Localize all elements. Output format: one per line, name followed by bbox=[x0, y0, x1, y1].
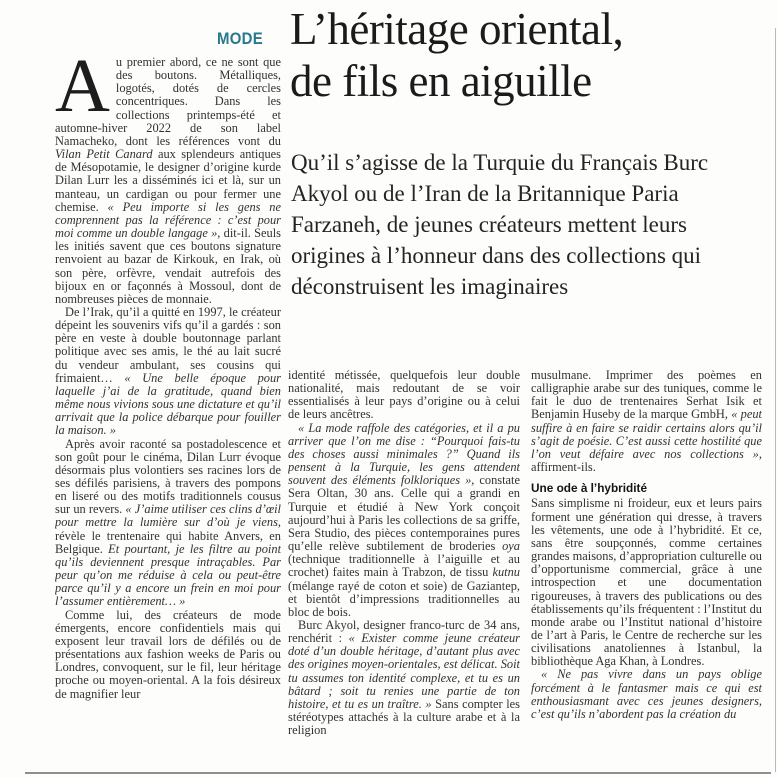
text-run: De l’Irak, qu’il a quitté en 1997, le créateur dépeint les souvenirs vifs qu’il a gardés : son père en veste à double boutonnage parlant politique avec ses amis, le thé au lait sucré du vendeur ambulant, ses cousins qui frimaient… bbox=[55, 304, 281, 385]
text-run: Sans compter les stéréotypes attachés à la culture arabe et à la religion bbox=[288, 696, 520, 738]
text-run: , dit-il. Seuls les initiés savent que ces boutons signature renvoient au bazar de Kirkouk, en Irak, où son père, orfèvre, vendait autrefois des bijoux en or façonnés à Mossoul, dont de nombreuses pièces de monnaie. bbox=[55, 226, 281, 306]
headline bbox=[290, 3, 770, 107]
paragraph bbox=[531, 369, 762, 474]
paragraph bbox=[531, 668, 762, 721]
paragraph bbox=[55, 438, 281, 609]
section-kicker: MODE bbox=[217, 29, 263, 48]
paragraph bbox=[55, 306, 281, 438]
paragraph bbox=[288, 619, 520, 737]
text-run: aux splendeurs antiques de Mésopotamie, le designer d’origine kurde Dilan Lurr les a disséminés ici et là, sur un manteau, un cardigan ou pour fermer une chemise. bbox=[55, 147, 281, 214]
bottom-rule bbox=[25, 772, 771, 774]
paragraph bbox=[531, 497, 762, 668]
text-run: , affirment-ils. bbox=[531, 446, 762, 475]
quote-run: « Exister comme jeune créateur doté d’un double héritage, d’autant plus avec des origines moyen-orientales, est délicat. Soit tu assumes ton identité complexe, et tu es un bâtard ; soit tu renies une partie de ton histoire, et tu es un traître. » bbox=[288, 631, 520, 711]
text-run: Après avoir raconté sa postadolescence et son goût pour le cinéma, Dilan Lurr évoque désormais plus volontiers ses racines lors de ses défilés parisiens, à travers des pompons en liseré ou des motifs traditionnels cousus sur un revers. bbox=[55, 436, 281, 517]
quote-run: Et pourtant, je les filtre au point qu’ils deviennent presque intraçables. Par peur qu’on me réduise à cela ou peut-être parce qu’il y a encore un frein en moi pour l’assumer entièrement… » bbox=[55, 541, 281, 609]
paragraph bbox=[55, 56, 281, 306]
quote-run: Vilan Petit Canard bbox=[55, 147, 153, 162]
subheading: Une ode à l’hybridité bbox=[531, 481, 648, 496]
paragraph bbox=[288, 422, 520, 619]
quote-run: « J’aime utiliser ces clins d’œil pour mettre la lumière sur d’où je viens, bbox=[55, 502, 281, 530]
text-run: Sans simplisme ni froideur, eux et leurs pairs forment une génération qui dresse, à travers les vêtements, une ode à l’hybridité. Et ce, sans être soupçonnés, comme certaines grandes maisons, d’appropriation culturelle ou d’opportunisme commercial, grâce à une introspection et une documentation rigoureuses, à travers des publications ou des établissements qu’ils fréquentent : l’Institut du monde arabe ou l’Institut national d’histoire de l’art à Paris, le Centre de recherche sur les civilisations anatoliennes à Istanbul, la bibliothèque Aga Khan, à Londres. bbox=[531, 496, 762, 669]
quote-run: « Peu importe si les gens ne comprennent pas la référence : c’est pour moi comme un double langage » bbox=[55, 199, 281, 241]
quote-run: « peut suffire à en faire se raidir certains alors qu’il s’agit de poésie. C’est aussi cette hostilité que l’on veut défaire avec nos collections » bbox=[531, 407, 762, 461]
text-run: Comme lui, des créateurs de mode émergents, encore confidentiels mais qui exposent leur travail lors de défilés ou de présentations aux fashion weeks de Paris ou Londres, convoquent, sur le fil, leur héritage proche ou moyen-oriental. A la fois désireux de magnifier leur bbox=[55, 607, 281, 701]
text-run: , constate Sera Oltan, 30 ans. Celle qui a grandi en Turquie et étudié à New York conçoit aujourd’hui à Paris les collections de sa griffe, Sera Studio, des pièces contemporaines pures qu’elle relève subtilement de broderies bbox=[288, 473, 520, 554]
text-run: (mélange rayé de coton et soie) de Gaziantep, et bientôt d’impressions traditionnelles au bloc de bois. bbox=[288, 578, 520, 619]
text-run: musulmane. Imprimer des poèmes en calligraphie arabe sur des tuniques, comme le fait le duo de trentenaires Serhat Isik et Benjamin Huseby de la marque GmbH, bbox=[531, 369, 762, 422]
text-run: identité métissée, quelquefois leur double nationalité, mais redoutant de se voir essentialisés à leur pays d’origine ou à celui de leurs ancêtres. bbox=[288, 369, 520, 422]
quote-run: « Une belle époque pour laquelle j’ai de la gratitude, quand bien même nous vivions sous une dictature et qu’il arrivait que la police débarque pour fouiller la maison. » bbox=[55, 370, 281, 438]
quote-run: kutnu bbox=[492, 565, 520, 580]
standfirst: Qu’il s’agisse de la Turquie du Français Burc Akyol ou de l’Iran de la Britannique Paria Farzaneh, de jeunes créateurs mettent leurs origines à l’honneur dans des collections qui déconstruisent les imaginaires bbox=[291, 150, 709, 299]
text-run: révèle le trentenaire qui habite Anvers, en Belgique. bbox=[55, 528, 281, 556]
paragraph bbox=[288, 369, 520, 422]
quote-run: oya bbox=[502, 539, 520, 554]
text-run: u premier abord, ce ne sont que des boutons. Métalliques, logotés, dotés de cercles concentriques. Dans les collections printemps-été et automne-hiver 2022 de son label Namacheko, dont les références vont du bbox=[55, 56, 281, 148]
quote-run: « Ne pas vivre dans un pays oblige forcément à le fantasmer mais ce qui est enthousiasmant avec ces jeunes designers, c’est qu’ils n’abordent pas la création du bbox=[531, 667, 762, 721]
column-left bbox=[55, 56, 281, 768]
paragraph bbox=[55, 609, 281, 701]
quote-run: « La mode raffole des catégories, et il a pu arriver que l’on me dise : “Pourquoi fais-tu des choses aussi minimales ?” Quand ils pensent à la Turquie, les gens attendent souvent des éléments folkloriques » bbox=[288, 420, 520, 488]
text-run: (technique traditionnelle à l’aiguille et au crochet) faites main à Trabzon, de tissu bbox=[288, 552, 520, 580]
column-middle bbox=[288, 369, 520, 771]
headline-line-1: L’héritage oriental, bbox=[290, 4, 624, 54]
page-edge-rule bbox=[775, 28, 776, 772]
text-run: Burc Akyol, designer franco-turc de 34 ans, renchérit : bbox=[288, 617, 520, 646]
headline-line-2: de fils en aiguille bbox=[290, 56, 592, 106]
drop-cap: A bbox=[55, 56, 110, 128]
column-right bbox=[531, 369, 762, 771]
